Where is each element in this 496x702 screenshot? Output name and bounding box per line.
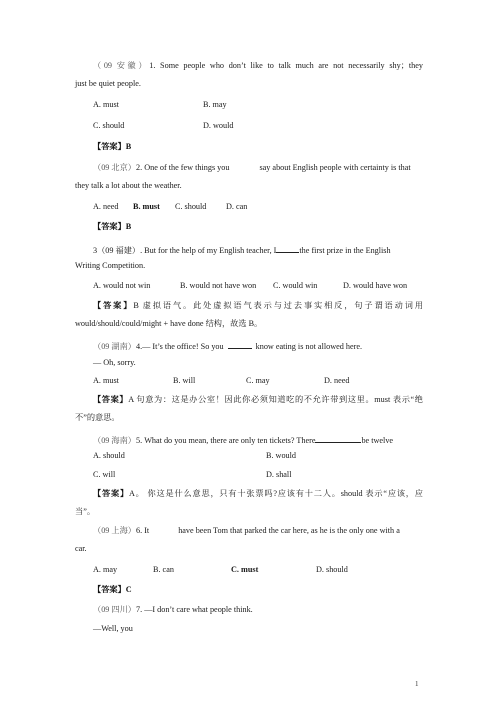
question-1-option-d: D. would	[203, 121, 234, 130]
question-2-option-d: D. can	[226, 202, 248, 211]
question-3-line-1	[93, 244, 391, 255]
question-6-stem-1b: have been Tom that parked the car here, as he is the only one with a	[178, 526, 400, 535]
question-3-option-b: B. would not have won	[180, 281, 257, 290]
question-5-option-b: B. would	[266, 451, 297, 460]
question-1-stem-1: 1. Some people who don’t like to talk much are not necessarily shy；they	[149, 61, 423, 70]
question-4-answer-text-2: 不”的意思。	[75, 413, 120, 422]
question-5-stem-a: 5. What do you mean, there are only ten tickets? There	[136, 436, 316, 445]
question-6-line-1	[93, 527, 400, 535]
question-3-stem-2: Writing Competition.	[75, 261, 146, 270]
question-5-answer-line-1	[93, 490, 423, 498]
question-4-stem-a: 4.— It’s the office! So you	[136, 342, 224, 351]
question-4-answer-tag: 【答案】	[93, 395, 129, 404]
question-6-option-b: B. can	[153, 565, 174, 574]
question-3-option-c: C. would win	[273, 281, 318, 290]
question-2-line-1	[93, 164, 411, 172]
question-2-answer: 【答案】B	[93, 222, 132, 231]
question-5-answer-text-2: 当”。	[75, 507, 96, 516]
question-5-option-a: A. should	[93, 451, 125, 460]
question-2-stem-2: they talk a lot about the weather.	[75, 181, 182, 190]
question-1-option-c: C. should	[93, 121, 125, 130]
question-3-option-a: A. would not win	[93, 281, 151, 290]
question-4-option-a: A. must	[93, 376, 119, 385]
question-4-reply: — Oh, sorry.	[93, 358, 136, 367]
question-3-answer-text-1: B 虚拟语气。此处虚拟语气表示与过去事实相反，句子谓语动词用	[133, 301, 423, 310]
question-7-line-1	[93, 606, 253, 614]
question-4-option-b: B. will	[173, 376, 196, 385]
question-5-answer-tag: 【答案】	[93, 489, 129, 498]
question-3-answer-text-2: would/should/could/might + have done 结构，故选 B。	[75, 319, 263, 328]
question-6-option-d: D. should	[316, 565, 348, 574]
question-7-reply: —Well, you	[93, 624, 133, 633]
question-6-option-c: C. must	[231, 565, 259, 574]
question-6-stem-1a: 6. It	[136, 526, 150, 535]
question-7-source: （09 四川）	[93, 605, 136, 614]
question-2-source: （09 北京）	[93, 163, 136, 172]
question-1-answer: 【答案】B	[93, 142, 132, 151]
question-5-stem-b: be twelve	[361, 436, 394, 445]
question-4-answer-line-1	[93, 396, 423, 404]
question-2-option-b: B. must	[133, 202, 160, 211]
question-4-option-d: D. need	[324, 376, 350, 385]
question-1-option-b: B. may	[203, 100, 227, 109]
question-4-option-c: C. may	[246, 376, 270, 385]
question-4-stem-b: know eating is not allowed here.	[255, 342, 363, 351]
question-6-source: （09 上海）	[93, 526, 136, 535]
question-2-option-c: C. should	[175, 202, 207, 211]
question-5-line-1	[93, 434, 393, 445]
question-4-source: （09 湖南）	[93, 342, 136, 351]
question-1-source: （09 安徽）	[93, 61, 150, 70]
question-6-stem-2: car.	[75, 544, 87, 553]
question-3-option-d: D. would have won	[343, 281, 408, 290]
question-2-stem-1a: 2. One of the few things you	[136, 163, 230, 172]
question-2-stem-1b: say about English people with certainty is that	[259, 163, 411, 172]
question-5-source: （09 海南）	[93, 436, 136, 445]
question-2-option-a: A. need	[93, 202, 119, 211]
question-5-answer-text-1: A。 你这是什么意思，只有十张票吗?应该有十二人。should 表示“应该，应	[128, 489, 423, 498]
question-5-blank	[315, 434, 361, 443]
question-6-option-a: A. may	[93, 565, 118, 574]
question-4-blank	[228, 340, 252, 349]
question-5-option-c: C. will	[93, 470, 116, 479]
question-6-answer: 【答案】C	[93, 585, 132, 594]
question-3-stem-1a: 3（09 福建）. But for the help of my English teacher, I	[93, 246, 277, 255]
question-1-stem-2: just be quiet people.	[75, 79, 141, 88]
question-4-line-1	[93, 340, 362, 351]
question-5-option-d: D. shall	[266, 470, 292, 479]
question-1-option-a: A. must	[93, 100, 119, 109]
question-3-answer-line-1	[93, 302, 423, 310]
page-number: 1	[415, 680, 419, 688]
question-7-stem: 7. —I don’t care what people think.	[136, 605, 253, 614]
question-1-line-1	[93, 62, 423, 70]
question-4-answer-text-1: A 句意为：这是办公室！因此你必须知道吃的不允许带到这里。must 表示“绝	[128, 395, 423, 404]
question-3-blank	[276, 244, 299, 253]
question-3-stem-1b: the first prize in the English	[299, 246, 391, 255]
question-3-answer-tag: 【答案】	[93, 301, 134, 310]
